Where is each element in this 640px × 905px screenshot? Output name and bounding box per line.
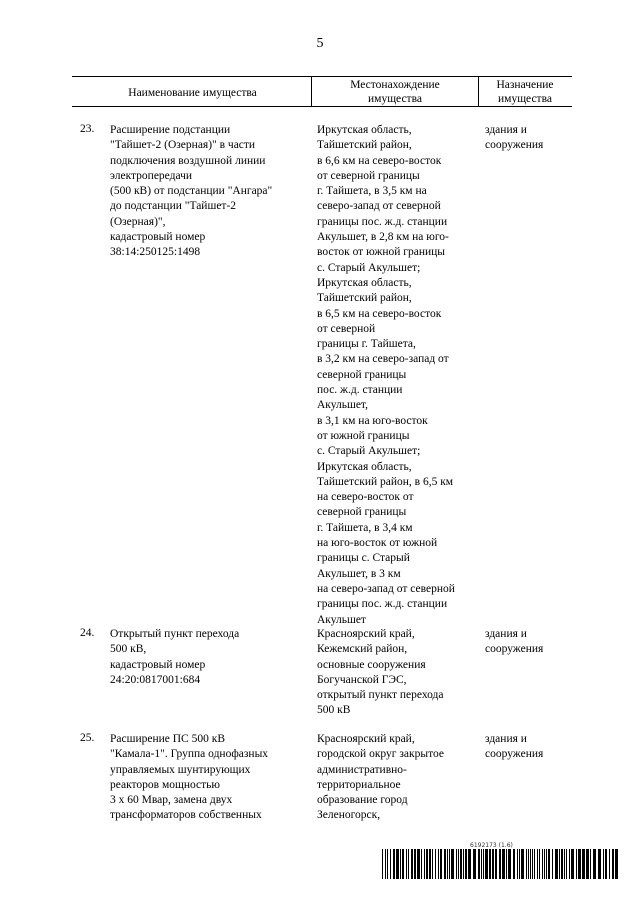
header-top-rule xyxy=(72,76,572,77)
row-name: Расширение ПС 500 кВ "Камала-1". Группа однофазных управляемых шунтирующих реакторов мощностью 3 х 60 Мвар, замена двух трансформаторов собственных xyxy=(110,733,269,822)
barcode xyxy=(382,849,620,879)
row-number: 24. xyxy=(80,627,95,639)
row-purpose: здания и сооружения xyxy=(485,733,544,761)
row-purpose: здания и сооружения xyxy=(485,124,544,152)
row-location: Красноярский край, Кежемский район, основные сооружения Богучанской ГЭС, открытый пункт перехода 500 кВ xyxy=(317,628,444,717)
row-location: Иркутская область, Тайшетский район, в 6,6 км на северо-восток от северной границы г. Тайшета, в 3,5 км на северо-запад от северной границы пос. ж.д. станции Акульшет, в 2,8 км на юго- восток от южной границы с. Старый Акульшет; Иркутская область, Тайшетский район, в 6,5 км на северо-восток от северной границы г. Тайшета, в 3,2 км на северо-запад от северной границы пос. ж.д. станции Акульшет, в 3,1 км на юго-восток от южной границы с. Старый Акульшет; Иркутская область, Тайшетский район, в 6,5 км на северо-восток от северной границы г. Тайшета, в 3,4 км на юго-восток от южной границы с. Старый Акульшет, в 3 км на северо-запад от северной границы пос. ж.д. станции Акульшет xyxy=(317,124,455,626)
header-purpose: Назначение имущества xyxy=(496,79,554,105)
header-name: Наименование имущества xyxy=(128,87,257,99)
row-purpose: здания и сооружения xyxy=(485,628,544,656)
page-number: 5 xyxy=(316,36,324,51)
row-location: Красноярский край, городской округ закрытое административно- территориальное образование город Зеленогорск, xyxy=(317,733,444,822)
row-number: 25. xyxy=(80,732,95,744)
header-location: Местонахождение имущества xyxy=(350,79,440,105)
row-name: Открытый пункт перехода 500 кВ, кадастровый номер 24:20:0817001:684 xyxy=(110,628,240,686)
header-separator-2 xyxy=(478,77,479,106)
header-bottom-rule xyxy=(72,106,572,107)
barcode-caption: 6192173 (1.6) xyxy=(470,842,513,849)
row-name: Расширение подстанции "Тайшет-2 (Озерная)" в части подключения воздушной линии электропередачи (500 кВ) от подстанции "Ангара" до подстанции "Тайшет-2 (Озерная)", кадастровый номер 38:14:250125:1498 xyxy=(110,124,273,259)
header-separator-1 xyxy=(311,77,312,106)
row-number: 23. xyxy=(80,123,95,135)
